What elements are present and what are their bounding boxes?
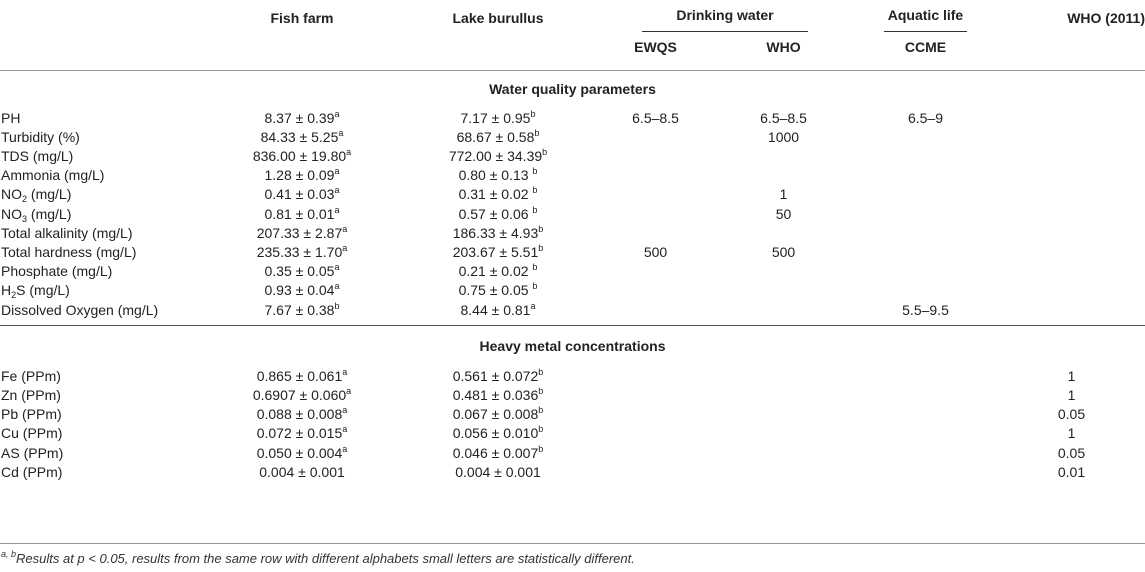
lake-letter: a — [530, 300, 536, 311]
ewqs-cell — [597, 128, 714, 147]
ccme-cell — [853, 281, 998, 300]
parameter-cell — [0, 109, 205, 128]
parameter-name: Turbidity (%) — [1, 128, 80, 145]
fish-farm-value: 0.81 ± 0.01 — [264, 205, 335, 222]
fish-farm-cell — [205, 463, 399, 482]
lake-letter: b — [532, 262, 538, 273]
section-title-water: Water quality parameters — [489, 80, 656, 97]
lake-cell — [399, 463, 597, 482]
lake-cell — [399, 281, 597, 300]
fish-farm-cell — [205, 301, 399, 320]
table-row — [0, 185, 1145, 204]
who-cell — [714, 444, 853, 463]
lake-letter: b — [538, 385, 544, 396]
parameter-subscript: 3 — [22, 213, 28, 224]
fish-farm-letter: a — [342, 242, 348, 253]
lake-letter: b — [534, 127, 540, 138]
footnote — [1, 551, 635, 566]
ccme-cell — [853, 243, 998, 262]
ewqs-cell: 6.5–8.5 — [632, 109, 679, 126]
lake-cell — [399, 147, 597, 166]
fish-farm-letter: a — [346, 385, 352, 396]
lake-cell — [399, 405, 597, 424]
ccme-cell — [853, 463, 998, 482]
who-cell — [714, 424, 853, 443]
ccme-cell — [853, 166, 998, 185]
fish-farm-letter: a — [334, 185, 340, 196]
lake-value: 0.056 ± 0.010 — [452, 425, 539, 442]
header-drinking-water: Drinking water — [597, 0, 853, 38]
table-row — [0, 444, 1145, 463]
fish-farm-value: 0.050 ± 0.004 — [256, 444, 343, 461]
table-row — [0, 424, 1145, 443]
lake-value: 203.67 ± 5.51 — [452, 243, 539, 260]
parameter-name: TDS (mg/L) — [1, 147, 74, 164]
ewqs-cell — [597, 301, 714, 320]
table-row — [0, 128, 1145, 147]
who-cell — [714, 262, 853, 281]
lake-cell — [399, 166, 597, 185]
who-cell: 1 — [779, 186, 788, 203]
who-2011-cell: 0.05 — [1057, 444, 1086, 461]
parameter-name: Cd (PPm) — [1, 463, 63, 480]
ewqs-cell — [597, 405, 714, 424]
lake-letter: b — [542, 146, 548, 157]
header-who-2011: WHO (2011) — [1067, 10, 1145, 27]
fish-farm-value: 0.6907 ± 0.060 — [252, 386, 347, 403]
table-row — [0, 405, 1145, 424]
fish-farm-value: 0.93 ± 0.04 — [264, 282, 335, 299]
ccme-cell — [853, 147, 998, 166]
lake-cell — [399, 367, 597, 386]
lake-cell — [399, 424, 597, 443]
lake-value: 7.17 ± 0.95 — [460, 109, 531, 126]
lake-cell — [399, 109, 597, 128]
header-ewqs: EWQS — [634, 39, 677, 55]
header-fish-farm: Fish farm — [270, 10, 334, 27]
parameter-name: Phosphate (mg/L) — [1, 263, 113, 280]
parameter-unit: S (mg/L) — [16, 282, 70, 299]
parameter-cell — [0, 386, 205, 405]
lake-value: 0.561 ± 0.072 — [452, 367, 539, 384]
who-2011-cell — [998, 243, 1145, 262]
fish-farm-cell — [205, 109, 399, 128]
table-row — [0, 224, 1145, 243]
ccme-cell — [853, 205, 998, 224]
table-row — [0, 367, 1145, 386]
parameter-subscript: 2 — [22, 194, 28, 205]
ccme-cell — [853, 128, 998, 147]
parameter-name: Zn (PPm) — [1, 386, 61, 403]
lake-cell — [399, 128, 597, 147]
footnote-marks: a, b — [1, 549, 17, 559]
parameter-cell — [0, 444, 205, 463]
who-2011-cell — [998, 128, 1145, 147]
ccme-cell — [853, 185, 998, 204]
fish-farm-cell — [205, 444, 399, 463]
parameter-cell — [0, 185, 205, 204]
ewqs-cell — [597, 185, 714, 204]
parameter-name: Total hardness (mg/L) — [1, 243, 137, 260]
fish-farm-cell — [205, 243, 399, 262]
table-bottom-rule — [0, 543, 1145, 544]
parameter-cell — [0, 463, 205, 482]
fish-farm-cell — [205, 205, 399, 224]
who-2011-cell: 1 — [1067, 367, 1076, 384]
fish-farm-letter: a — [342, 366, 348, 377]
fish-farm-letter: a — [334, 281, 340, 292]
lake-cell — [399, 301, 597, 320]
who-2011-cell — [998, 301, 1145, 320]
who-2011-cell — [998, 166, 1145, 185]
fish-farm-cell — [205, 367, 399, 386]
who-2011-cell — [998, 281, 1145, 300]
table-row — [0, 262, 1145, 281]
table-row — [0, 301, 1145, 320]
table-row — [0, 386, 1145, 405]
parameter-name: Dissolved Oxygen (mg/L) — [1, 301, 159, 318]
fish-farm-value: 1.28 ± 0.09 — [264, 167, 335, 184]
ewqs-cell — [597, 147, 714, 166]
fish-farm-value: 0.41 ± 0.03 — [264, 186, 335, 203]
fish-farm-letter: a — [342, 424, 348, 435]
ccme-cell — [853, 405, 998, 424]
fish-farm-cell — [205, 185, 399, 204]
fish-farm-cell — [205, 281, 399, 300]
fish-farm-cell — [205, 405, 399, 424]
fish-farm-letter: a — [334, 108, 340, 119]
parameter-cell — [0, 424, 205, 443]
ccme-cell — [853, 224, 998, 243]
section-row-water — [0, 70, 1145, 109]
lake-cell — [399, 386, 597, 405]
who-2011-cell — [998, 109, 1145, 128]
lake-value: 0.31 ± 0.02 — [458, 186, 533, 203]
ewqs-cell — [597, 444, 714, 463]
table-row — [0, 243, 1145, 262]
lake-value: 8.44 ± 0.81 — [460, 301, 531, 318]
lake-letter: b — [538, 405, 544, 416]
ewqs-cell — [597, 205, 714, 224]
lake-letter: b — [538, 366, 544, 377]
parameter-name: NO — [1, 186, 22, 203]
who-cell: 6.5–8.5 — [760, 109, 807, 126]
fish-farm-letter: a — [342, 223, 348, 234]
who-cell: 50 — [775, 205, 792, 222]
lake-letter: b — [532, 281, 538, 292]
who-2011-cell — [998, 147, 1145, 166]
parameter-name: Fe (PPm) — [1, 367, 61, 384]
ccme-cell — [853, 367, 998, 386]
fish-farm-letter: a — [342, 405, 348, 416]
fish-farm-cell — [205, 262, 399, 281]
fish-farm-letter: a — [346, 146, 352, 157]
lake-value: 68.67 ± 0.58 — [456, 128, 535, 145]
section-row-metals — [0, 325, 1145, 367]
ewqs-cell — [597, 367, 714, 386]
lake-letter: b — [532, 185, 538, 196]
fish-farm-value: 0.35 ± 0.05 — [264, 263, 335, 280]
fish-farm-cell — [205, 424, 399, 443]
parameter-cell — [0, 147, 205, 166]
header-lake: Lake burullus — [452, 10, 544, 27]
lake-value: 0.067 ± 0.008 — [452, 406, 539, 423]
parameter-unit: (mg/L) — [27, 205, 72, 222]
section-title-metals: Heavy metal concentrations — [479, 337, 666, 354]
ewqs-cell — [597, 463, 714, 482]
who-2011-cell: 0.05 — [1057, 406, 1086, 423]
fish-farm-letter: a — [334, 262, 340, 273]
who-2011-cell — [998, 224, 1145, 243]
who-cell — [714, 166, 853, 185]
who-cell — [714, 386, 853, 405]
fish-farm-value: 0.088 ± 0.008 — [256, 406, 343, 423]
who-cell — [714, 224, 853, 243]
lake-value: 0.75 ± 0.05 — [458, 282, 533, 299]
header-empty — [0, 0, 205, 38]
lake-letter: b — [538, 424, 544, 435]
who-cell — [714, 463, 853, 482]
ewqs-cell — [597, 224, 714, 243]
who-cell: 1000 — [767, 128, 800, 145]
table-row — [0, 205, 1145, 224]
header-row-top — [0, 0, 1145, 38]
fish-farm-cell — [205, 128, 399, 147]
parameter-name: Pb (PPm) — [1, 406, 62, 423]
fish-farm-value: 207.33 ± 2.87 — [256, 224, 343, 241]
fish-farm-cell — [205, 166, 399, 185]
parameter-cell — [0, 281, 205, 300]
ewqs-cell — [597, 281, 714, 300]
fish-farm-cell — [205, 224, 399, 243]
who-cell — [714, 281, 853, 300]
ccme-cell — [853, 444, 998, 463]
who-2011-cell: 0.01 — [1057, 463, 1086, 480]
lake-value: 0.21 ± 0.02 — [458, 263, 533, 280]
fish-farm-value: 0.004 ± 0.001 — [259, 463, 345, 480]
fish-farm-letter: a — [338, 127, 344, 138]
lake-value: 772.00 ± 34.39 — [448, 147, 543, 164]
parameter-cell — [0, 405, 205, 424]
fish-farm-cell — [205, 147, 399, 166]
lake-cell — [399, 243, 597, 262]
who-cell — [714, 147, 853, 166]
lake-value: 0.80 ± 0.13 — [458, 167, 533, 184]
fish-farm-letter: b — [334, 300, 340, 311]
heavy-metal-section — [0, 325, 1145, 482]
fish-farm-value: 7.67 ± 0.38 — [264, 301, 335, 318]
who-2011-cell — [998, 185, 1145, 204]
fish-farm-value: 8.37 ± 0.39 — [264, 109, 335, 126]
lake-cell — [399, 205, 597, 224]
parameter-name: NO — [1, 205, 22, 222]
parameter-name: AS (PPm) — [1, 444, 64, 461]
lake-letter: b — [538, 242, 544, 253]
parameter-name: Ammonia (mg/L) — [1, 167, 105, 184]
lake-value: 0.046 ± 0.007 — [452, 444, 539, 461]
fish-farm-letter: a — [334, 204, 340, 215]
who-cell: 500 — [771, 243, 796, 260]
fish-farm-value: 836.00 ± 19.80 — [252, 147, 347, 164]
parameter-cell — [0, 243, 205, 262]
ccme-cell — [853, 424, 998, 443]
lake-letter: b — [538, 223, 544, 234]
parameter-cell — [0, 224, 205, 243]
lake-letter: b — [532, 166, 538, 177]
lake-cell — [399, 444, 597, 463]
ewqs-cell — [597, 424, 714, 443]
lake-value: 0.004 ± 0.001 — [455, 463, 541, 480]
who-2011-cell: 1 — [1067, 425, 1076, 442]
parameter-subscript: 2 — [11, 290, 17, 301]
who-2011-cell — [998, 205, 1145, 224]
fish-farm-letter: a — [334, 166, 340, 177]
table-row — [0, 463, 1145, 482]
header-row-sub — [0, 38, 1145, 70]
ewqs-cell — [597, 386, 714, 405]
fish-farm-value: 0.865 ± 0.061 — [256, 367, 343, 384]
parameter-cell — [0, 301, 205, 320]
lake-letter: b — [530, 108, 536, 119]
lake-letter: b — [532, 204, 538, 215]
ccme-cell: 5.5–9.5 — [902, 301, 949, 318]
lake-value: 186.33 ± 4.93 — [452, 224, 539, 241]
who-cell — [714, 367, 853, 386]
header-ccme: CCME — [904, 39, 947, 55]
table-row — [0, 166, 1145, 185]
water-quality-section — [0, 70, 1145, 325]
fish-farm-cell — [205, 386, 399, 405]
ewqs-cell — [597, 262, 714, 281]
parameter-unit: (mg/L) — [27, 186, 72, 203]
table-row — [0, 147, 1145, 166]
lake-value: 0.481 ± 0.036 — [452, 386, 539, 403]
who-2011-cell — [998, 262, 1145, 281]
lake-cell — [399, 262, 597, 281]
fish-farm-value: 0.072 ± 0.015 — [256, 425, 343, 442]
ewqs-cell: 500 — [643, 243, 668, 260]
parameter-cell — [0, 166, 205, 185]
header-aquatic-life: Aquatic life — [853, 0, 998, 38]
ccme-cell — [853, 262, 998, 281]
table-row — [0, 281, 1145, 300]
parameter-name: Total alkalinity (mg/L) — [1, 224, 133, 241]
fish-farm-value: 84.33 ± 5.25 — [260, 128, 339, 145]
parameter-cell — [0, 205, 205, 224]
table-row — [0, 109, 1145, 128]
parameter-cell — [0, 262, 205, 281]
who-cell — [714, 405, 853, 424]
parameter-cell — [0, 128, 205, 147]
fish-farm-letter: a — [342, 443, 348, 454]
footnote-text: Results at p < 0.05, results from the same row with different alphabets small letters are statistically different. — [16, 551, 635, 566]
parameter-name: PH — [1, 109, 21, 126]
lake-value: 0.57 ± 0.06 — [458, 205, 533, 222]
ccme-cell — [853, 386, 998, 405]
who-cell — [714, 301, 853, 320]
lake-cell — [399, 185, 597, 204]
parameter-name: H — [1, 282, 12, 299]
ewqs-cell — [597, 166, 714, 185]
lake-cell — [399, 224, 597, 243]
parameter-cell — [0, 367, 205, 386]
who-2011-cell: 1 — [1067, 386, 1076, 403]
fish-farm-value: 235.33 ± 1.70 — [256, 243, 343, 260]
ccme-cell: 6.5–9 — [907, 109, 944, 126]
header-who: WHO — [766, 39, 801, 55]
parameter-name: Cu (PPm) — [1, 425, 63, 442]
lake-letter: b — [538, 443, 544, 454]
